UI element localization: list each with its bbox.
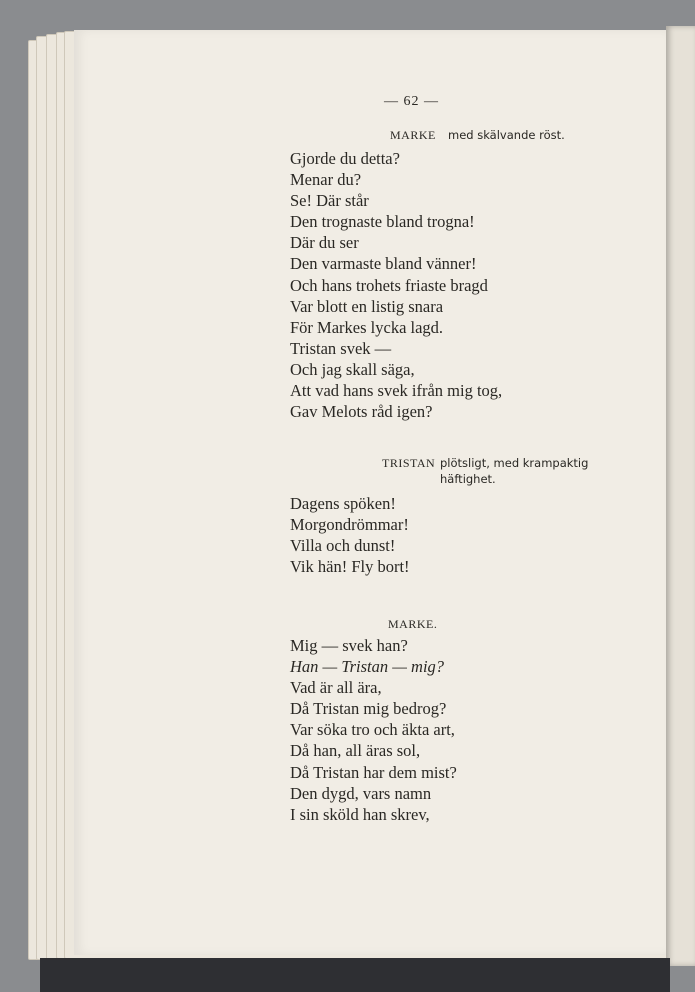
verse-line: Att vad hans svek ifrån mig tog, — [290, 381, 503, 401]
stage-direction-2a: plötsligt, med krampaktig — [440, 456, 589, 470]
verse-line: I sin sköld han skrev, — [290, 804, 430, 824]
verse-line: Då han, all äras sol, — [290, 741, 421, 761]
verse-line: Och jag skall säga, — [290, 359, 415, 379]
verse-line-italic: Han — Tristan — mig? — [290, 657, 445, 677]
verse-line: Den dygd, vars namn — [290, 783, 432, 803]
verse-line: Och hans trohets friaste bragd — [290, 275, 488, 295]
verse-line: Villa och dunst! — [290, 536, 396, 556]
speaker-marke-2: MARKE. — [388, 617, 438, 631]
speaker-marke-1: MARKE — [390, 128, 436, 142]
verse-line: Morgondrömmar! — [290, 515, 409, 535]
facing-page-edge — [666, 26, 695, 966]
scan-background-bottom — [40, 958, 670, 992]
verse-line: Den varmaste bland vänner! — [290, 254, 477, 274]
verse-block-1 — [290, 148, 502, 422]
verse-line: Menar du? — [290, 170, 362, 190]
verse-line: Mig — svek han? — [290, 636, 408, 655]
stage-direction-2b: häftighet. — [440, 472, 496, 486]
verse-line: Dagens spöken! — [290, 494, 396, 513]
verse-line: Var blott en listig snara — [290, 296, 444, 316]
verse-line: För Markes lycka lagd. — [290, 317, 444, 337]
verse-line: Gav Melots råd igen? — [290, 402, 433, 422]
verse-line: Den trognaste bland trogna! — [290, 212, 475, 232]
speaker-tristan: TRISTAN — [382, 456, 436, 470]
verse-line: Då Tristan mig bedrog? — [290, 699, 447, 719]
verse-line: Se! Där står — [290, 191, 369, 211]
verse-block-2 — [290, 493, 410, 577]
verse-line: Var söka tro och äkta art, — [290, 720, 455, 740]
verse-line: Gjorde du detta? — [290, 149, 400, 168]
page-number: — 62 — — [384, 94, 439, 109]
verse-line: Vad är all ära, — [290, 678, 382, 698]
verse-line: Tristan svek — — [290, 338, 392, 358]
verse-line: Då Tristan har dem mist? — [290, 762, 457, 782]
verse-line: Vik hän! Fly bort! — [290, 557, 410, 577]
verse-block-3 — [290, 635, 457, 825]
stage-direction-1: med skälvande röst. — [448, 128, 565, 142]
verse-line: Där du ser — [290, 233, 359, 253]
